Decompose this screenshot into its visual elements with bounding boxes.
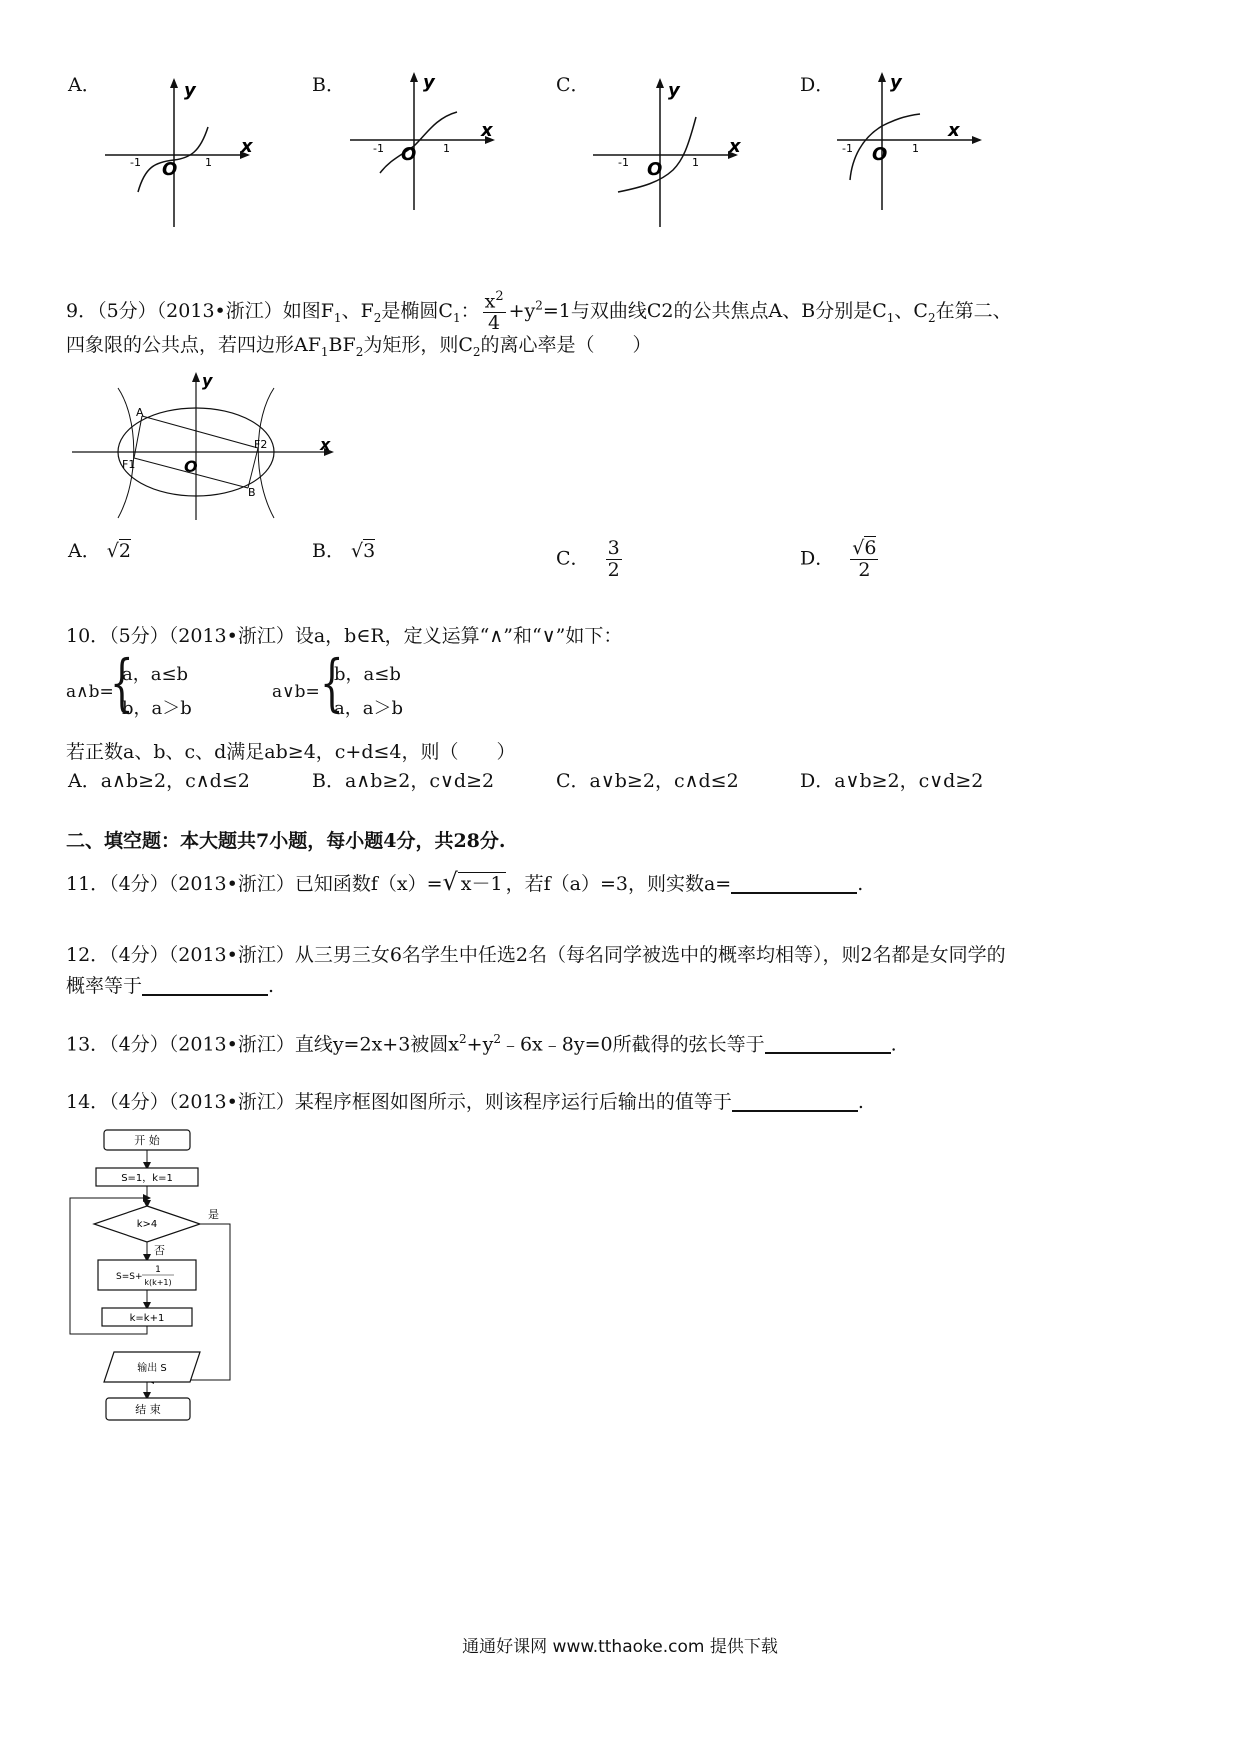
tick-label-pos: 1: [205, 156, 212, 169]
tick-label-pos: 1: [443, 142, 450, 155]
section-heading: 二、填空题：本大题共7小题，每小题4分，共28分.: [66, 830, 506, 852]
q9-option-a: A． √2: [68, 540, 131, 562]
q8-graph-b: [345, 68, 505, 218]
q10-condition: 若正数a、b、c、d满足ab≥4，c+d≤4，则（ ）: [66, 741, 516, 763]
assign-num: 1: [155, 1265, 161, 1275]
assign-label: S=S+: [116, 1272, 143, 1282]
tick-label-neg: -1: [130, 156, 141, 169]
init-label: S=1，k=1: [121, 1173, 173, 1184]
q10-option-d: D．a∨b≥2，c∨d≥2: [800, 770, 984, 792]
increment-label: k=k+1: [129, 1313, 165, 1324]
ellipse-fraction: $\frac{x^2}{4}$: [484, 289, 504, 335]
start-label: 开 始: [134, 1134, 160, 1147]
focus-f2-label: F2: [254, 438, 268, 451]
q9-option-b: B． √3: [312, 540, 376, 562]
answer-blank: [731, 872, 857, 894]
q13-stem: 13．（4分）（2013•浙江）直线y=2x+3被圆$x^2+y^2﹣6x﹣8y=0$所截得的弦长等于 .: [66, 1032, 897, 1056]
axis-y-label: y: [202, 371, 213, 390]
q10-definitions: [66, 646, 566, 724]
q9-ellipse-hyperbola-figure: [68, 368, 348, 528]
q8-graph-a: [100, 72, 260, 232]
axis-x-label: x: [729, 136, 741, 157]
tick-label-neg: -1: [618, 156, 629, 169]
q8-graph-c: [588, 72, 748, 232]
and-case-2: b，a＞b: [122, 698, 192, 719]
no-label: 否: [154, 1244, 165, 1257]
axis-x-label: x: [481, 120, 493, 141]
q14-stem: 14．（4分）（2013•浙江）某程序框图如图所示，则该程序运行后输出的值等于 .: [66, 1091, 864, 1113]
axis-y-label: y: [184, 80, 196, 101]
focus-f1-label: F1: [122, 458, 136, 471]
axis-x-label: x: [948, 120, 960, 141]
q10-option-c: C．a∨b≥2，c∧d≤2: [556, 770, 739, 792]
or-case-2: a，a＞b: [334, 698, 403, 719]
origin-label: O: [162, 159, 178, 180]
answer-blank: [765, 1032, 891, 1054]
tick-label-pos: 1: [912, 142, 919, 155]
origin-label: O: [401, 144, 417, 165]
answer-blank: [732, 1090, 858, 1112]
q10-stem: 10．（5分）（2013•浙江）设a，b∈R，定义运算“∧”和“∨”如下：: [66, 625, 623, 647]
q11-stem: 11．（4分）（2013•浙江）已知函数f（x）=√ x－1 ，若f（a）=3，则实数a= .: [66, 868, 864, 896]
and-brace: {: [110, 646, 134, 719]
q9-stem-line2: 四象限的公共点，若四边形$AF_1BF_2$为矩形，则$C_2$的离心率是（ ）: [66, 334, 652, 359]
output-label: 输出 S: [137, 1363, 167, 1374]
q14-flowchart: [66, 1120, 246, 1430]
point-a-label: A: [136, 406, 144, 419]
q10-option-a: A．a∧b≥2，c∧d≤2: [68, 770, 250, 792]
page-footer: 通通好课网 www.tthaoke.com 提供下载: [462, 1637, 778, 1657]
or-lhs: a∨b=: [272, 682, 320, 702]
decision-label: k>4: [136, 1219, 158, 1230]
or-case-1: b，a≤b: [334, 664, 401, 685]
yes-label: 是: [208, 1208, 219, 1221]
point-b-label: B: [248, 486, 256, 499]
q10-option-b: B．a∧b≥2，c∨d≥2: [312, 770, 495, 792]
or-brace: {: [320, 646, 344, 719]
tick-label-neg: -1: [373, 142, 384, 155]
answer-blank: [142, 974, 268, 996]
q8-graph-d: [832, 68, 992, 218]
and-lhs: a∧b=: [66, 682, 114, 702]
q8-option-b-label: B．: [312, 74, 345, 96]
axis-x-label: x: [241, 136, 253, 157]
axis-x-label: x: [320, 435, 331, 454]
origin-label: O: [184, 457, 198, 476]
axis-y-label: y: [668, 80, 680, 101]
q12-stem-line2: 概率等于 .: [66, 975, 275, 997]
q9-stem-line1: 9．（5分）（2013•浙江）如图$F_1$、$F_2$是椭圆$C_1$： $\frac{x^2}{4}$ $+y^2=1$与双曲线C2的公共焦点A、B分别是$C_1$、$C_2$在第二、: [66, 289, 1012, 335]
end-label: 结 束: [135, 1403, 161, 1416]
axis-y-label: y: [423, 72, 435, 93]
q8-option-a-label: A．: [68, 74, 101, 96]
q8-option-d-label: D．: [800, 74, 835, 96]
q12-stem-line1: 12．（4分）（2013•浙江）从三男三女6名学生中任选2名（每名同学被选中的概率均相等），则2名都是女同学的: [66, 944, 1006, 966]
tick-label-pos: 1: [692, 156, 699, 169]
and-case-1: a，a≤b: [122, 664, 189, 685]
q8-option-c-label: C．: [556, 74, 590, 96]
assign-den: k(k+1): [144, 1278, 172, 1287]
origin-label: O: [872, 144, 888, 165]
tick-label-neg: -1: [842, 142, 853, 155]
axis-y-label: y: [890, 72, 902, 93]
q9-option-c: C． $\frac{3}{2}$: [556, 537, 620, 581]
q9-option-d: D． $\frac{√6}{2}$: [800, 537, 877, 581]
origin-label: O: [647, 159, 663, 180]
